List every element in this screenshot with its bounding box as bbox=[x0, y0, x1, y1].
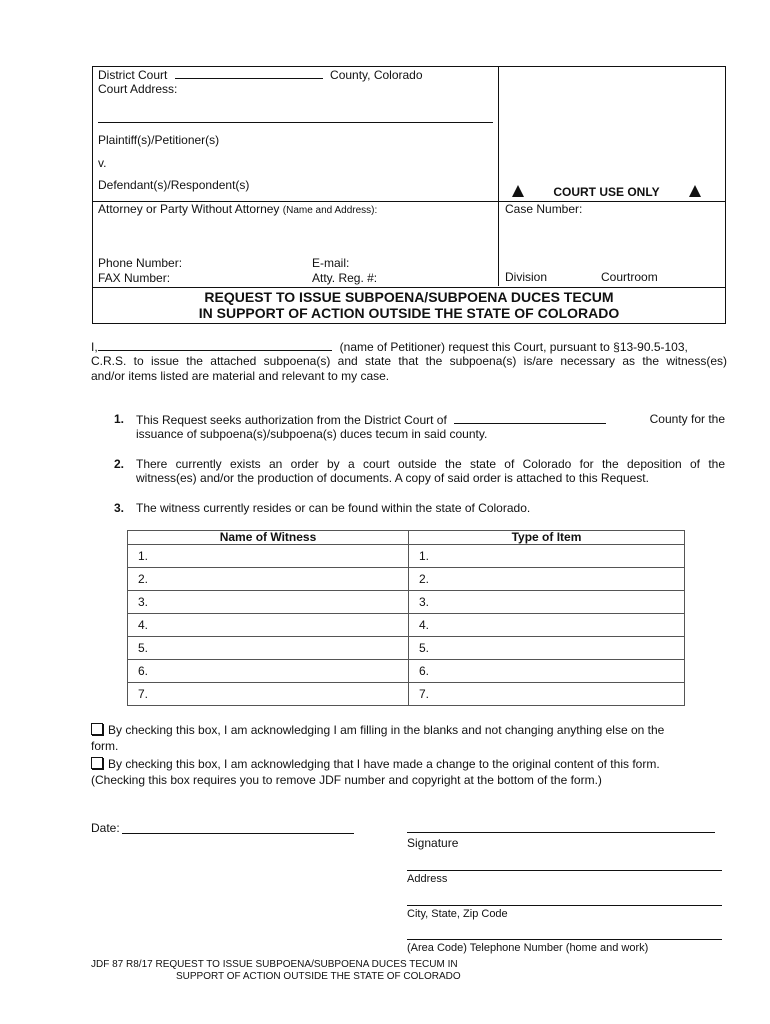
triangle-up-icon bbox=[512, 185, 524, 197]
header-name-of-witness: Name of Witness bbox=[128, 531, 409, 545]
signature-field[interactable] bbox=[407, 832, 715, 833]
telephone-field[interactable] bbox=[407, 939, 722, 940]
defendants-label: Defendant(s)/Respondent(s) bbox=[98, 178, 250, 192]
county-colorado-label: County, Colorado bbox=[330, 68, 423, 82]
table-row bbox=[128, 568, 685, 591]
item-3-number: 3. bbox=[114, 501, 125, 515]
witness-name-cell[interactable]: 2. bbox=[128, 568, 409, 591]
intro-i: I, bbox=[91, 340, 98, 354]
item-1-number: 1. bbox=[114, 412, 125, 426]
table-row bbox=[128, 545, 685, 568]
intro-line-2: C.R.S. to issue the attached subpoena(s) and state that the subpoena(s) is/are necessary as the witness(es) bbox=[91, 354, 727, 368]
fax-number-label: FAX Number: bbox=[98, 271, 171, 285]
district-county-field[interactable] bbox=[454, 412, 606, 424]
intro-line-1-rest: (name of Petitioner) request this Court, pursuant to §13-90.5-103, bbox=[339, 340, 688, 354]
attorney-line bbox=[98, 202, 377, 217]
court-address-label: Court Address: bbox=[98, 82, 178, 96]
footer-line-1: JDF 87 R8/17 REQUEST TO ISSUE SUBPOENA/SUBPOENA DUCES TECUM IN bbox=[91, 959, 458, 970]
witness-name-cell[interactable]: 4. bbox=[128, 614, 409, 637]
title-line-2: IN SUPPORT OF ACTION OUTSIDE THE STATE OF COLORADO bbox=[198, 305, 620, 321]
checkbox-1-line-2: form. bbox=[91, 739, 119, 753]
checkbox-no-changes[interactable] bbox=[91, 723, 103, 735]
city-state-zip-field[interactable] bbox=[407, 905, 722, 906]
table-row bbox=[128, 660, 685, 683]
address-field[interactable] bbox=[407, 870, 722, 871]
item-type-cell[interactable]: 1. bbox=[409, 545, 685, 568]
address-label: Address bbox=[407, 873, 448, 885]
caption-box bbox=[92, 66, 726, 288]
date-field[interactable] bbox=[122, 833, 354, 834]
date-label: Date: bbox=[91, 821, 120, 835]
witness-table bbox=[127, 530, 685, 706]
court-use-only-label: COURT USE ONLY bbox=[553, 185, 660, 199]
item-type-cell[interactable]: 7. bbox=[409, 683, 685, 706]
attorney-small-label: (Name and Address): bbox=[282, 205, 378, 216]
footer-line-2: SUPPORT OF ACTION OUTSIDE THE STATE OF COLORADO bbox=[176, 971, 461, 982]
checkbox-1-text: By checking this box, I am acknowledging I am filling in the blanks and not changing anything else on the bbox=[108, 723, 665, 737]
table-row bbox=[128, 637, 685, 660]
district-court-label: District Court bbox=[98, 68, 168, 82]
atty-reg-label: Atty. Reg. #: bbox=[312, 271, 378, 285]
item-1-text-a: This Request seeks authorization from the District Court of bbox=[136, 413, 447, 427]
email-label: E-mail: bbox=[312, 256, 350, 270]
county-name-field[interactable] bbox=[175, 67, 323, 79]
witness-table-header bbox=[128, 531, 685, 545]
table-row bbox=[128, 591, 685, 614]
versus-label: v. bbox=[98, 156, 107, 170]
item-2-number: 2. bbox=[114, 457, 125, 471]
division-label: Division bbox=[505, 270, 548, 284]
title-line-1: REQUEST TO ISSUE SUBPOENA/SUBPOENA DUCES TECUM bbox=[204, 289, 614, 305]
city-state-zip-label: City, State, Zip Code bbox=[407, 908, 508, 920]
intro-line-1 bbox=[91, 339, 727, 355]
table-row bbox=[128, 683, 685, 706]
checkbox-1-line-1 bbox=[91, 723, 664, 738]
petitioner-name-field[interactable] bbox=[98, 339, 332, 351]
caption-divider-vertical bbox=[498, 66, 499, 286]
attorney-label: Attorney or Party Without Attorney bbox=[98, 202, 280, 216]
court-use-only-banner bbox=[512, 185, 712, 200]
witness-name-cell[interactable]: 6. bbox=[128, 660, 409, 683]
item-type-cell[interactable]: 6. bbox=[409, 660, 685, 683]
checkbox-2-line-2: (Checking this box requires you to remove JDF number and copyright at the bottom of the form.) bbox=[91, 773, 602, 787]
header-type-of-item: Type of Item bbox=[409, 531, 685, 545]
telephone-label: (Area Code) Telephone Number (home and work) bbox=[407, 942, 649, 954]
item-3-line-1: The witness currently resides or can be found within the state of Colorado. bbox=[136, 501, 531, 515]
witness-name-cell[interactable]: 1. bbox=[128, 545, 409, 568]
triangle-up-icon bbox=[689, 185, 701, 197]
checkbox-2-line-1 bbox=[91, 757, 660, 772]
item-type-cell[interactable]: 2. bbox=[409, 568, 685, 591]
page-title bbox=[92, 289, 726, 321]
witness-name-cell[interactable]: 3. bbox=[128, 591, 409, 614]
item-2-line-2: witness(es) and/or the production of documents. A copy of said order is attached to this Request. bbox=[136, 471, 649, 485]
item-type-cell[interactable]: 3. bbox=[409, 591, 685, 614]
item-type-cell[interactable]: 4. bbox=[409, 614, 685, 637]
item-type-cell[interactable]: 5. bbox=[409, 637, 685, 660]
case-number-label: Case Number: bbox=[505, 202, 583, 216]
checkbox-2-text: By checking this box, I am acknowledging that I have made a change to the original content of this form. bbox=[108, 757, 660, 771]
courtroom-label: Courtroom bbox=[601, 270, 658, 284]
plaintiffs-label: Plaintiff(s)/Petitioner(s) bbox=[98, 133, 220, 147]
district-court-line bbox=[98, 67, 423, 83]
witness-name-cell[interactable]: 5. bbox=[128, 637, 409, 660]
table-row bbox=[128, 614, 685, 637]
signature-label: Signature bbox=[407, 836, 459, 850]
court-address-field[interactable] bbox=[98, 122, 493, 123]
witness-name-cell[interactable]: 7. bbox=[128, 683, 409, 706]
phone-number-label: Phone Number: bbox=[98, 256, 183, 270]
intro-line-3: and/or items listed are material and relevant to my case. bbox=[91, 369, 390, 383]
checkbox-content-changed[interactable] bbox=[91, 757, 103, 769]
item-1-line-2: issuance of subpoena(s)/subpoena(s) duces tecum in said county. bbox=[136, 427, 488, 441]
item-1-text-b: County for the bbox=[649, 412, 725, 426]
item-2-line-1: There currently exists an order by a court outside the state of Colorado for the deposition of the bbox=[136, 457, 725, 471]
item-1-line-1 bbox=[136, 412, 725, 428]
